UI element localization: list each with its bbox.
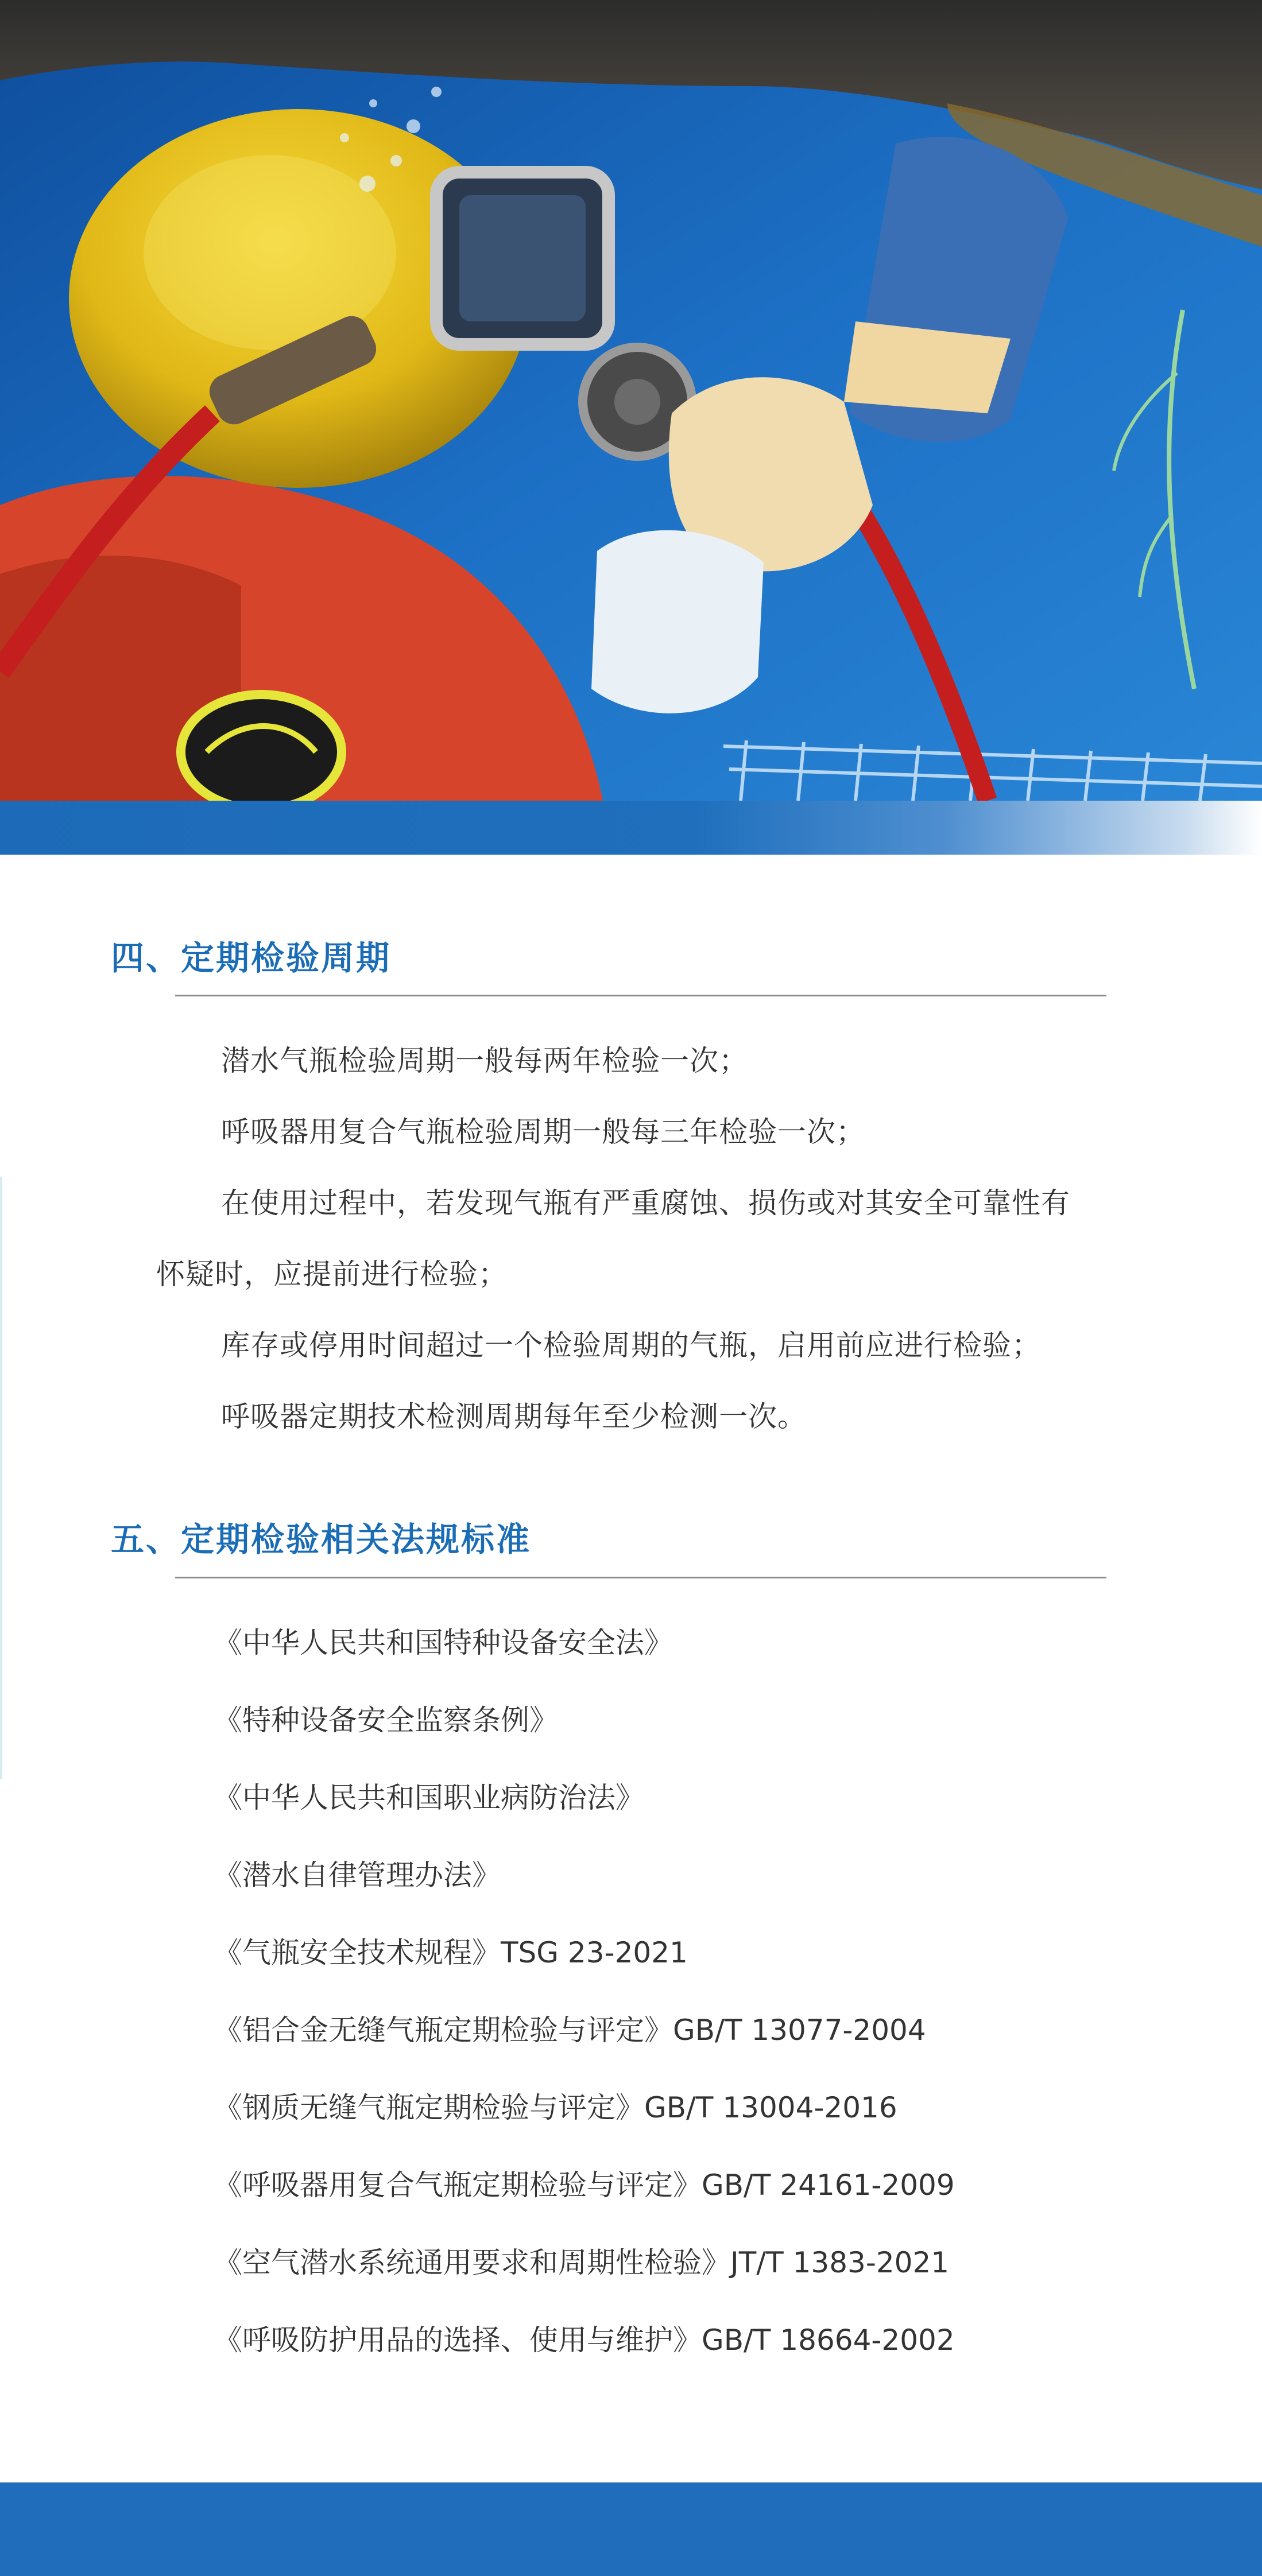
law-item: 《潜水自律管理办法》 [214,1859,501,1892]
diver-illustration [0,0,1262,801]
section-5-divider [175,1577,1106,1578]
law-item: 《特种设备安全监察条例》 [214,1704,558,1737]
footer-band [0,2482,1262,2576]
law-item: 《空气潜水系统通用要求和周期性检验》JT/T 1383-2021 [214,2246,950,2279]
section-4-paragraph: 呼吸器用复合气瓶检验周期一般每三年检验一次； [221,1115,865,1149]
law-item: 《钢质无缝气瓶定期检验与评定》GB/T 13004-2016 [214,2091,897,2124]
section-4-paragraph: 怀疑时，应提前进行检验； [156,1258,508,1291]
section-4-divider [175,995,1106,996]
law-item: 《中华人民共和国职业病防治法》 [214,1781,644,1814]
law-item: 《呼吸器用复合气瓶定期检验与评定》GB/T 24161-2009 [214,2168,955,2202]
hero-band [0,801,1262,855]
section-4-title: 四、定期检验周期 [111,938,392,977]
section-4-paragraph: 呼吸器定期技术检测周期每年至少检测一次。 [221,1400,807,1433]
law-item: 《气瓶安全技术规程》TSG 23-2021 [214,1936,688,1969]
law-item: 《中华人民共和国特种设备安全法》 [214,1626,673,1659]
left-accent-line [0,1177,2,1779]
law-item: 《呼吸防护用品的选择、使用与维护》GB/T 18664-2002 [214,2323,955,2357]
section-4-paragraph: 在使用过程中，若发现气瓶有严重腐蚀、损伤或对其安全可靠性有 [221,1186,1070,1220]
law-item: 《铝合金无缝气瓶定期检验与评定》GB/T 13077-2004 [214,2014,926,2047]
section-4-paragraph: 潜水气瓶检验周期一般每两年检验一次； [221,1044,748,1077]
hero-photo [0,0,1262,801]
section-5-title: 五、定期检验相关法规标准 [111,1520,532,1559]
section-4-paragraph: 库存或停用时间超过一个检验周期的气瓶，启用前应进行检验； [221,1329,1041,1362]
